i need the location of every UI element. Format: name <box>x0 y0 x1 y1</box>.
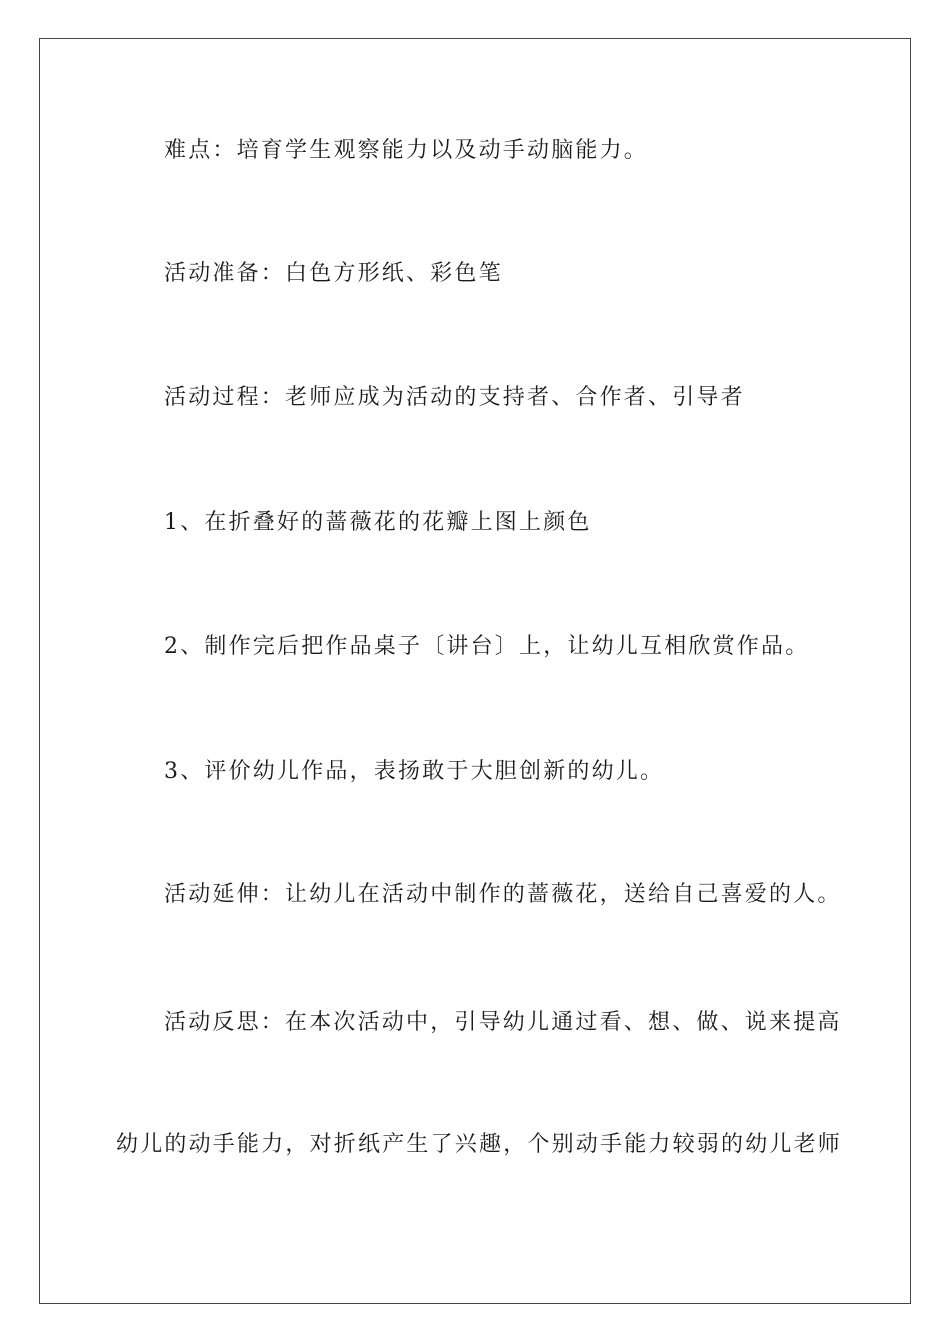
paragraph-difficulty: 难点：培育学生观察能力以及动手动脑能力。 <box>164 138 649 163</box>
paragraph-reflection: 活动反思：在本次活动中，引导幼儿通过看、想、做、说来提高 <box>164 1010 842 1035</box>
paragraph-step-1: 1、在折叠好的蔷薇花的花瓣上图上颜色 <box>164 510 592 535</box>
page-frame <box>39 38 911 1304</box>
paragraph-preparation: 活动准备：白色方形纸、彩色笔 <box>164 261 503 286</box>
paragraph-process: 活动过程：老师应成为活动的支持者、合作者、引导者 <box>164 385 745 410</box>
paragraph-step-3: 3、评价幼儿作品，表扬敢于大胆创新的幼儿。 <box>164 759 665 784</box>
paragraph-extension: 活动延伸：让幼儿在活动中制作的蔷薇花，送给自己喜爱的人。 <box>164 882 842 907</box>
paragraph-step-2: 2、制作完后把作品桌子〔讲台〕上，让幼儿互相欣赏作品。 <box>164 634 810 659</box>
paragraph-reflection-continued: 幼儿的动手能力，对折纸产生了兴趣，个别动手能力较弱的幼儿老师 <box>116 1132 843 1157</box>
